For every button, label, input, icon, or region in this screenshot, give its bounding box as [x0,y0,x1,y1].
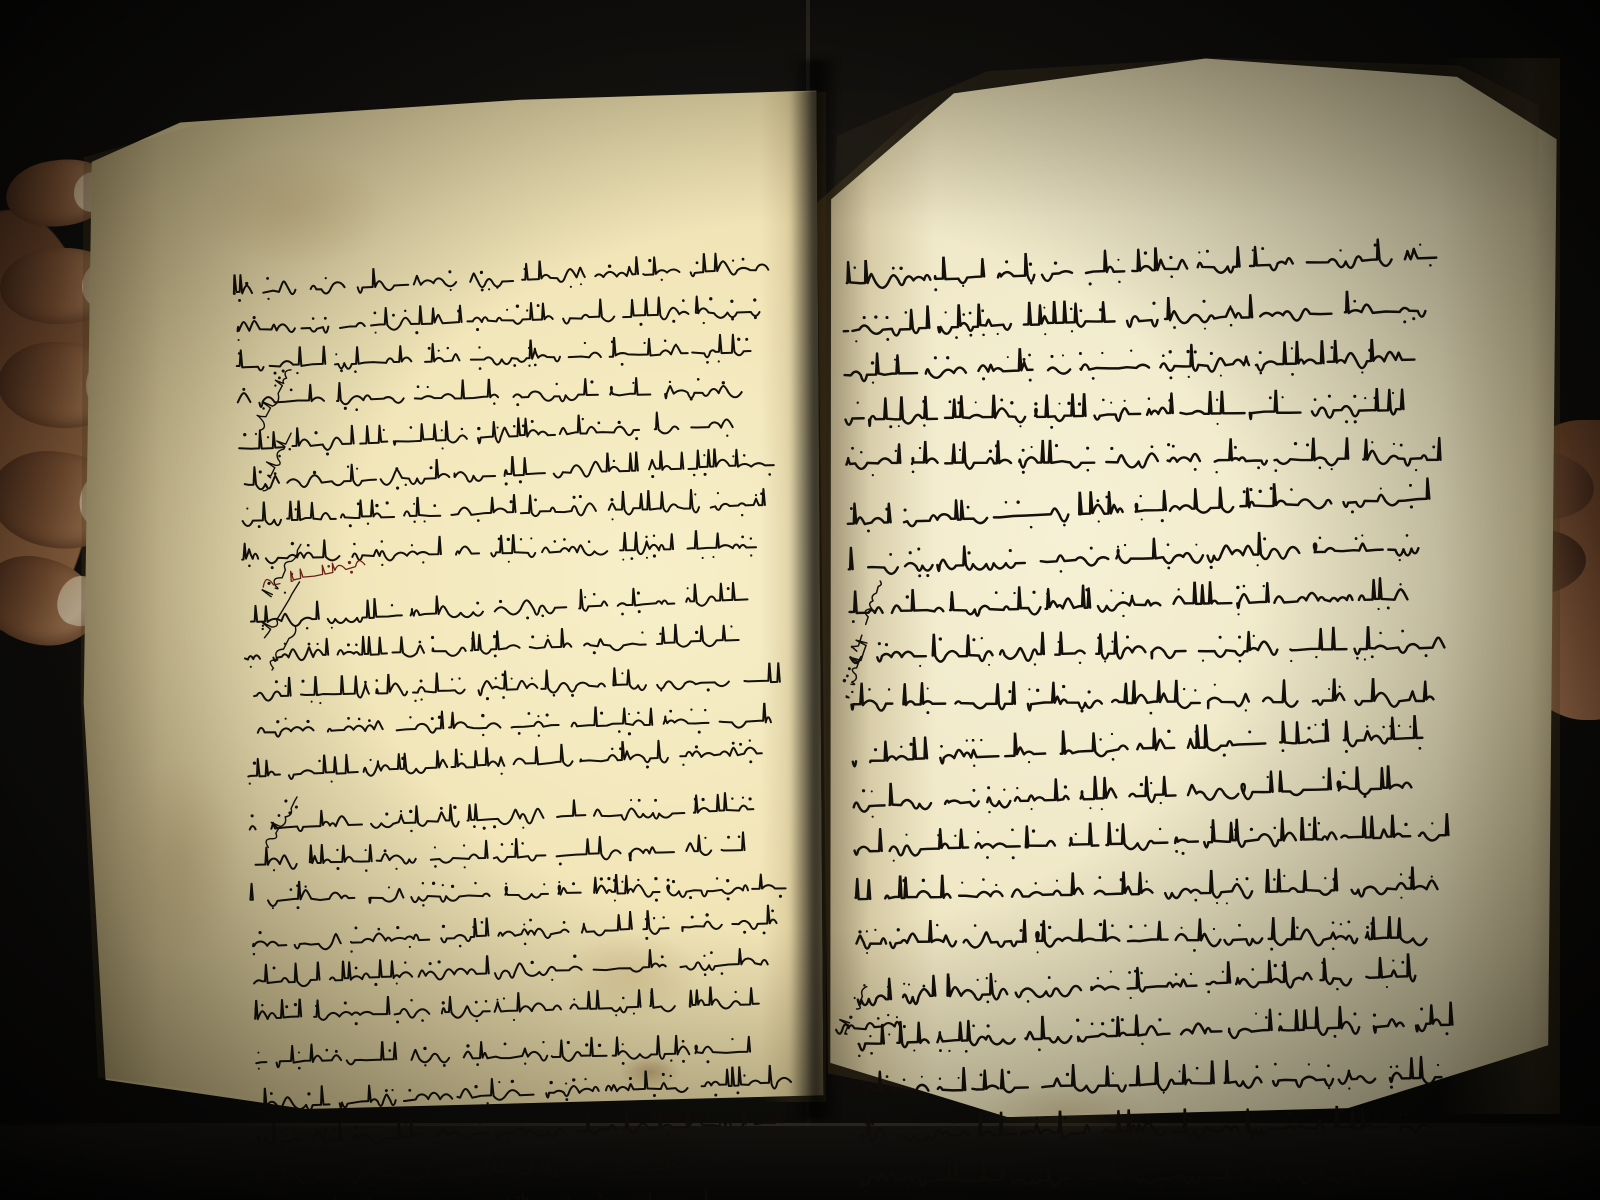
manuscript-line [857,1154,1421,1199]
book-spine-shadow [790,60,836,1120]
manuscript-line [852,916,1428,961]
manuscript-line [842,436,1442,481]
manuscript-line [847,678,1435,723]
catchword [831,1010,902,1044]
